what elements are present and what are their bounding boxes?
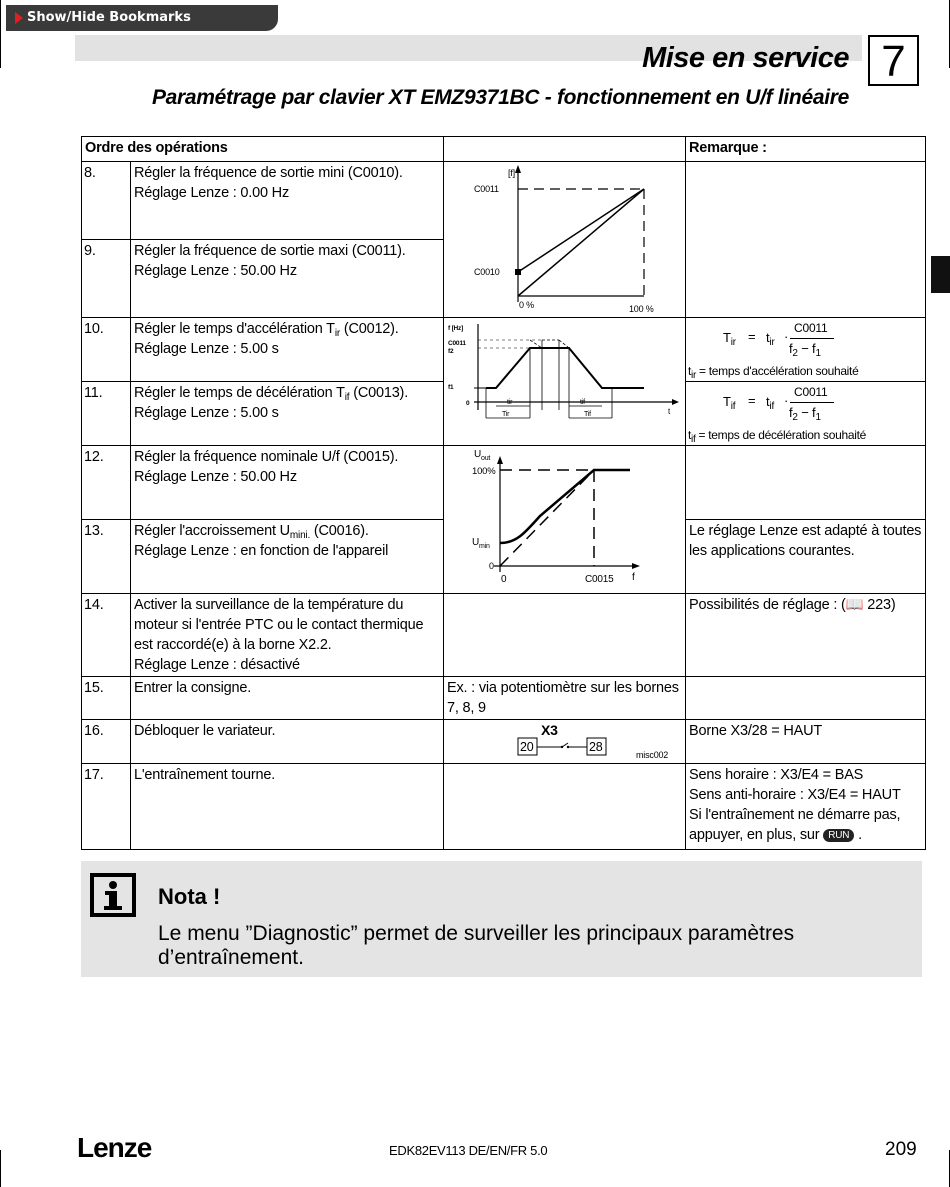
row-text: Entrer la consigne. <box>131 677 444 720</box>
page-edge-left-bottom <box>0 1150 1 1187</box>
row-text <box>131 162 444 240</box>
step-text: Régler la fréquence nominale U/f (C0015). <box>134 449 399 465</box>
document-reference: EDK82EV113 DE/EN/FR 5.0 <box>389 1143 548 1158</box>
graph2-f2-label: f2 <box>448 348 454 355</box>
uf-characteristic-graph <box>444 446 686 594</box>
row-text <box>131 318 444 382</box>
accel-formula-note: $t_{ir}$ = temps d'accélération souhaité <box>688 364 859 381</box>
graph3-100-label: 100% <box>472 466 496 477</box>
graph3-umin-label: $U_{min}$ <box>472 537 490 550</box>
page-number: 209 <box>885 1139 917 1160</box>
row-number: 14. <box>82 594 131 677</box>
graph2-Tir-label: Tir <box>502 411 510 418</box>
graph1-x-end-label: 100 % <box>629 304 654 314</box>
uf-curve-graph <box>444 446 684 592</box>
fmin-fmax-graph <box>444 162 684 317</box>
terminal-diagram-cell <box>444 720 686 764</box>
terminal-title: X3 <box>541 722 558 738</box>
graph-cell-empty <box>444 764 686 850</box>
remark-line: appuyer, en plus, sur RUN . <box>689 827 863 843</box>
section-title: Mise en service <box>642 42 849 74</box>
chapter-number: 7 <box>868 35 919 86</box>
default-value: Réglage Lenze : 0.00 Hz <box>134 185 290 201</box>
row-text: L'entraînement tourne. <box>131 764 444 850</box>
page-edge-left-top <box>0 0 1 68</box>
graph2-tir-label: tir <box>507 399 513 406</box>
graph-cell-empty <box>444 594 686 677</box>
table-row <box>82 720 926 764</box>
row-text: Débloquer le variateur. <box>131 720 444 764</box>
run-key-icon: RUN <box>823 829 854 842</box>
graph1-c0011-label: C0011 <box>474 184 499 194</box>
remark-cell <box>686 677 926 720</box>
remark-cell: Le réglage Lenze est adapté à toutes les applications courantes. <box>686 520 926 594</box>
show-hide-bookmarks-button[interactable] <box>6 5 278 31</box>
graph3-x-axis-label: f <box>632 572 635 583</box>
column-header-operations: Ordre des opérations <box>82 137 444 162</box>
graph3-y-zero-label: 0 <box>489 561 494 571</box>
row-number: 13. <box>82 520 131 594</box>
info-icon <box>90 873 136 917</box>
graph1-c0010-label: C0010 <box>474 267 500 277</box>
graph2-tif-label: tif <box>580 399 585 406</box>
graph2-zero-label: 0 <box>466 400 470 407</box>
step-text: Régler l'accroissement $U_{mini.}$ (C0016). <box>134 523 369 541</box>
decel-formula-note: $t_{if}$ = temps de décélération souhaité <box>688 428 867 445</box>
default-value: Réglage Lenze : 50.00 Hz <box>134 263 297 279</box>
row-text <box>131 382 444 446</box>
row-number: 17. <box>82 764 131 850</box>
frequency-range-graph <box>444 162 686 318</box>
row-number: 15. <box>82 677 131 720</box>
triangle-right-icon <box>15 12 23 24</box>
table-row <box>82 677 926 720</box>
row-number: 16. <box>82 720 131 764</box>
default-value: Réglage Lenze : 5.00 s <box>134 405 279 421</box>
page-subtitle: Paramétrage par clavier XT EMZ9371BC - fonctionnement en U/f linéaire <box>151 86 849 109</box>
column-header-graph <box>444 137 686 162</box>
graph2-Tif-label: Tif <box>584 411 591 418</box>
remark-cell <box>686 764 926 850</box>
remark-cell <box>686 318 926 382</box>
row-number: 11. <box>82 382 131 446</box>
graph2-y-axis-label: f [Hz] <box>448 325 464 332</box>
accel-formula: $T_{ir}$ = $t_{ir}$ · C0011 $f_2 - f_1$ <box>686 318 925 362</box>
terminal-28-label: 28 <box>589 740 603 754</box>
ramp-time-graph <box>444 318 686 446</box>
default-value: Réglage Lenze : 5.00 s <box>134 341 279 357</box>
table-row <box>82 594 926 677</box>
graph3-c0015-label: C0015 <box>585 574 614 585</box>
graph2-c0011-label: C0011 <box>448 340 466 347</box>
graph2-f1-label: f1 <box>448 384 454 391</box>
column-header-remark: Remarque : <box>686 137 926 162</box>
remark-line: Sens anti-horaire : X3/E4 = HAUT <box>689 787 901 803</box>
table-row <box>82 764 926 850</box>
remark-line: Sens horaire : X3/E4 = BAS <box>689 767 864 783</box>
graph3-x-zero-label: 0 <box>501 574 507 585</box>
row-number: 12. <box>82 446 131 520</box>
bookmarks-label: Show/Hide Bookmarks <box>27 10 191 25</box>
row-text <box>131 594 444 677</box>
step-text: Activer la surveillance de la température du moteur si l'entrée PTC ou le contact thermique est raccordé(e) à la borne X2.2. <box>134 597 424 653</box>
default-value: Réglage Lenze : en fonction de l'appareil <box>134 543 389 559</box>
table-row <box>82 162 926 240</box>
nota-title: Nota ! <box>158 884 221 909</box>
remark-cell <box>686 162 926 318</box>
step-text: Régler le temps d'accélération $T_{ir}$ (C0012). <box>134 321 399 339</box>
default-value: Réglage Lenze : désactivé <box>134 657 300 673</box>
operations-table <box>81 136 926 850</box>
setpoint-example: Ex. : via potentiomètre sur les bornes 7, 8, 9 <box>444 677 686 720</box>
decel-formula: $T_{if}$ = $t_{if}$ · C0011 $f_2 - f_1$ <box>686 382 925 426</box>
terminal-ref: misc002 <box>636 750 669 760</box>
row-text <box>131 446 444 520</box>
row-number: 9. <box>82 240 131 318</box>
row-number: 10. <box>82 318 131 382</box>
remark-cell <box>686 382 926 446</box>
terminal-20-label: 20 <box>520 740 534 754</box>
table-row <box>82 446 926 520</box>
remark-cell: Possibilités de réglage : (📖 223) <box>686 594 926 677</box>
chapter-edge-marker <box>931 256 950 293</box>
row-text <box>131 240 444 318</box>
nota-text: Le menu ”Diagnostic” permet de surveiller les principaux paramètres d’entraînement. <box>158 922 795 969</box>
lenze-logo: Lenze <box>77 1132 152 1163</box>
row-text <box>131 520 444 594</box>
remark-cell <box>686 446 926 520</box>
table-row <box>82 318 926 382</box>
acceleration-deceleration-graph <box>444 318 684 444</box>
remark-line: Si l'entraînement ne démarre pas, <box>689 807 901 823</box>
step-text: Régler la fréquence de sortie mini (C0010). <box>134 165 403 181</box>
graph1-x-start-label: 0 % <box>519 300 534 310</box>
default-value: Réglage Lenze : 50.00 Hz <box>134 469 297 485</box>
terminal-x3-diagram <box>444 720 684 763</box>
step-text: Régler la fréquence de sortie maxi (C0011). <box>134 243 406 259</box>
graph2-x-axis-label: t <box>668 407 671 416</box>
step-text: Régler le temps de décélération $T_{if}$ (C0013). <box>134 385 409 403</box>
graph1-y-axis-label: [f] <box>508 168 515 178</box>
row-number: 8. <box>82 162 131 240</box>
remark-cell: Borne X3/28 = HAUT <box>686 720 926 764</box>
graph3-y-axis-label: $U_{out}$ <box>474 449 491 462</box>
